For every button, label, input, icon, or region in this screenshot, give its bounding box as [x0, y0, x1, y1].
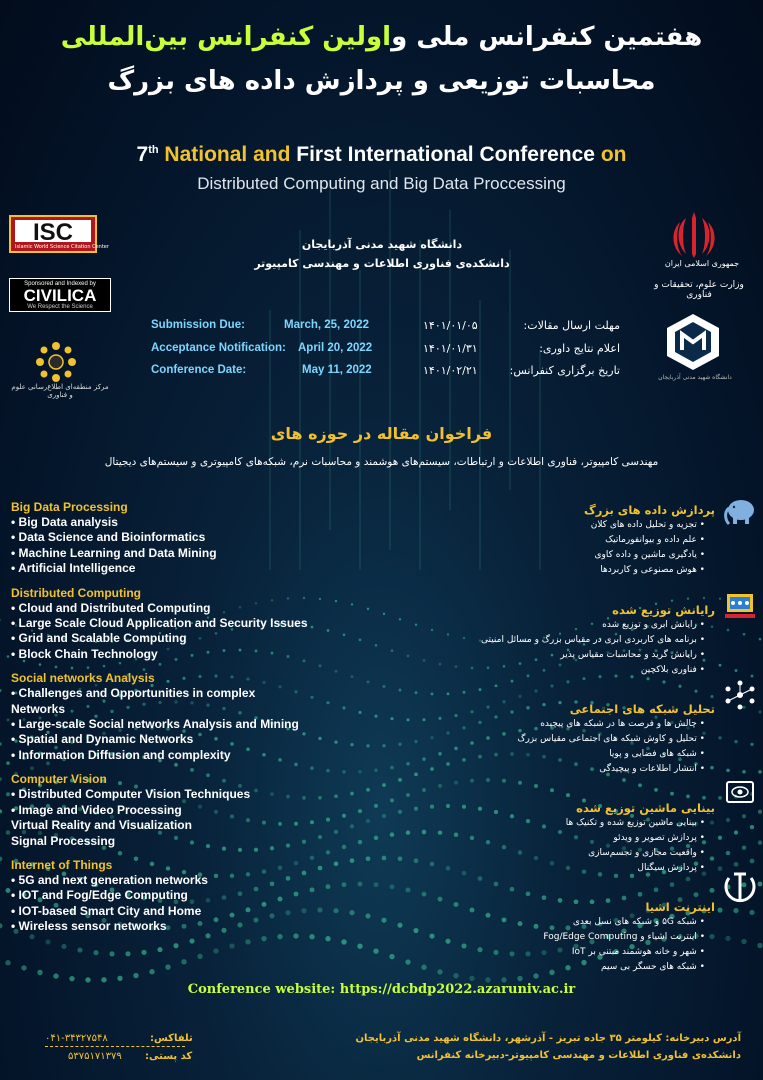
- conference-website[interactable]: Conference website: https://dcbdp2022.azaruniv.ac.ir: [187, 982, 576, 997]
- topic-fa-item: • رایانش ابری و توزیع شده: [602, 620, 705, 630]
- wave-dot: [0, 809, 2, 813]
- topic-item: • Machine Learning and Data Mining: [11, 545, 217, 560]
- wave-dot: [374, 715, 377, 718]
- topic-item: • Artificial Intelligence: [11, 561, 136, 576]
- wave-dot: [526, 892, 531, 897]
- wave-dot: [742, 845, 746, 849]
- topic-fa-item: • اینترنت اشیاء و Fog/Edge Computing: [543, 932, 705, 942]
- wave-dot: [710, 695, 713, 698]
- date-value-conference: May 11, 2022: [302, 364, 372, 376]
- wave-dot: [109, 951, 114, 956]
- fa-label-submission: مهلت ارسال مقالات:: [523, 319, 620, 332]
- wave-dot: [0, 777, 2, 781]
- wave-dot: [374, 769, 378, 773]
- wave-dot: [374, 836, 378, 840]
- wave-dot: [367, 608, 369, 610]
- social-network-icon: [723, 678, 757, 712]
- wave-dot: [719, 664, 722, 667]
- wave-dot: [742, 770, 746, 774]
- wave-dot: [702, 796, 706, 800]
- wave-dot: [342, 845, 346, 849]
- secretariat-line: دانشکده‌ی فناوری اطلاعات و مهندسی کامپیوتر-دبیرخانه کنفرانس: [416, 1050, 741, 1061]
- wave-dot: [638, 892, 643, 897]
- wave-dot: [447, 692, 450, 695]
- wave-dot: [622, 778, 626, 782]
- computer-vision-icon: [723, 776, 757, 810]
- wave-dot: [566, 793, 570, 797]
- topic-item: • Big Data analysis: [11, 515, 118, 529]
- wave-dot: [494, 882, 499, 887]
- wave-dot: [687, 597, 689, 599]
- wave-dot: [357, 944, 362, 949]
- university-logo-icon: [664, 312, 722, 372]
- wave-dot: [486, 778, 490, 782]
- wave-dot: [742, 814, 746, 818]
- wave-dot: [422, 892, 427, 897]
- wave-dot: [686, 794, 690, 798]
- topic-section-vision: [11, 772, 341, 849]
- wave-dot: [117, 976, 122, 981]
- wave-dot: [133, 973, 138, 978]
- topic-item: • IOT-based Smart City and Home: [11, 903, 202, 918]
- topic-item: • Cloud and Distributed Computing: [11, 600, 211, 615]
- wave-dot: [495, 684, 498, 687]
- wave-dot: [141, 950, 146, 955]
- wave-dot: [406, 793, 410, 797]
- topic-item: • Challenges and Opportunities in complex: [11, 686, 256, 701]
- postal-label: کد پستی:: [145, 1051, 193, 1062]
- wave-dot: [358, 809, 362, 813]
- university-logo-caption: دانشگاه شهید مدنی آذربایجان: [658, 374, 732, 381]
- topic-fa-item: • هوش مصنوعی و کاربردها: [600, 565, 705, 575]
- fa-date-submission: ۱۴۰۱/۰۱/۰۵: [423, 319, 478, 332]
- wave-dot: [758, 770, 762, 774]
- wave-dot: [725, 936, 730, 941]
- wave-dot: [718, 836, 722, 840]
- fa-label-acceptance: اعلام نتایج داوری:: [539, 342, 620, 355]
- wave-dot: [757, 943, 762, 948]
- civilica-logo: Sponsored and Indexed by CIVILICA We Respect the Science: [9, 278, 111, 312]
- wave-dot: [670, 792, 674, 796]
- title-persian-line2: محاسبات توزیعی و پردازش داده های بزرگ: [107, 66, 656, 96]
- wave-dot: [365, 913, 370, 918]
- iran-emblem-icon: [670, 208, 718, 264]
- topic-item: • Large Scale Cloud Application and Security Issues: [11, 616, 308, 631]
- topic-item: Virtual Reality and Visualization: [11, 818, 192, 833]
- topic-fa-item: • شبکه های فضایی و پویا: [609, 749, 705, 759]
- wave-dot: [734, 862, 739, 867]
- wave-dot: [350, 743, 353, 746]
- wave-dot: [517, 976, 522, 981]
- wave-dot: [366, 819, 370, 823]
- wave-dot: [654, 788, 658, 792]
- wave-dot: [0, 689, 1, 692]
- wave-dot: [550, 788, 554, 792]
- topic-item: • IOT and Fog/Edge Computing: [11, 888, 188, 903]
- wave-dot: [719, 598, 721, 600]
- topic-item: • Grid and Scalable Computing: [11, 631, 187, 646]
- topic-section-iot: [11, 858, 341, 935]
- wave-dot: [534, 689, 537, 692]
- wave-dot: [181, 959, 186, 964]
- wave-dot: [758, 810, 762, 814]
- wave-dot: [358, 840, 362, 844]
- topic-fa-section-social: [385, 702, 715, 777]
- wave-dot: [165, 964, 170, 969]
- wave-dot: [654, 887, 659, 892]
- wave-dot: [518, 781, 522, 785]
- wave-dot: [366, 788, 370, 792]
- wave-dot: [718, 736, 721, 739]
- topic-fa-heading: بینایی ماشین توزیع شده: [576, 801, 715, 815]
- wave-dot: [342, 814, 346, 818]
- wave-dot: [670, 882, 675, 887]
- wave-dot: [726, 769, 730, 773]
- topic-heading: Internet of Things: [11, 857, 113, 872]
- wave-dot: [399, 689, 402, 692]
- wave-dot: [703, 597, 705, 599]
- wave-dot: [61, 944, 66, 949]
- wave-dot: [69, 976, 74, 981]
- wave-dot: [671, 599, 673, 601]
- wave-dot: [390, 884, 395, 889]
- wave-dot: [173, 943, 178, 948]
- date-value-acceptance: April 20, 2022: [298, 342, 373, 354]
- topic-fa-heading: اینترنت اشیا: [645, 900, 715, 914]
- wave-dot: [749, 910, 754, 915]
- wave-dot: [367, 680, 370, 683]
- wave-dot: [373, 948, 378, 953]
- topic-section-social: [11, 671, 341, 763]
- wave-dot: [0, 619, 1, 621]
- topic-fa-item: • بینایی ماشین توزیع شده و تکنیک ها: [565, 818, 705, 828]
- wave-dot: [463, 691, 466, 694]
- wave-dot: [6, 761, 10, 765]
- topic-section-distributed: [11, 586, 341, 663]
- wave-dot: [478, 876, 483, 881]
- wave-dot: [694, 690, 697, 693]
- wave-dot: [366, 744, 369, 747]
- wave-dot: [351, 603, 353, 605]
- date-value-submission: March, 25, 2022: [284, 319, 370, 331]
- topic-item: • Wireless sensor networks: [11, 919, 167, 934]
- wave-dot: [431, 692, 434, 695]
- wave-dot: [5, 960, 10, 965]
- topic-fa-item: • علم داده و بیوانفورماتیک: [605, 535, 705, 545]
- wave-dot: [734, 830, 738, 834]
- footer-divider: [45, 1046, 185, 1047]
- wave-dot: [727, 629, 730, 632]
- wave-dot: [358, 882, 363, 887]
- topic-item: • Data Science and Bioinformatics: [11, 530, 206, 545]
- wave-dot: [534, 784, 538, 788]
- topic-fa-heading: پردازش داده های بزرگ: [583, 503, 715, 517]
- date-label-acceptance: Acceptance Notification:: [151, 342, 286, 354]
- wave-dot: [343, 634, 346, 637]
- wave-dot: [351, 675, 354, 678]
- title-persian-line1: هفتمین کنفرانس ملی واولین کنفرانس بین‌المللی: [60, 22, 703, 52]
- wave-dot: [374, 882, 379, 887]
- ministry-caption: وزارت علوم، تحقیقات و فناوری: [654, 280, 744, 300]
- topic-fa-item: • واقعیت مجازی و تجسم‌سازی: [588, 848, 705, 858]
- wave-dot: [157, 947, 162, 952]
- topic-fa-item: • پردازش سیگنال: [637, 863, 705, 873]
- wave-dot: [341, 939, 346, 944]
- wave-dot: [77, 948, 82, 953]
- wave-dot: [149, 969, 154, 974]
- wave-dot: [734, 740, 737, 743]
- wave-dot: [750, 859, 755, 864]
- topic-fa-item: • یادگیری ماشین و داده کاوی: [594, 550, 705, 560]
- wave-dot: [37, 970, 42, 975]
- wave-dot: [678, 685, 681, 688]
- title-english-line2: Distributed Computing and Big Data Proccessing: [197, 174, 566, 193]
- wave-dot: [758, 710, 761, 713]
- wave-dot: [374, 804, 378, 808]
- wave-dot: [718, 796, 722, 800]
- fa-date-conference: ۱۴۰۱/۰۲/۲۱: [423, 364, 478, 377]
- title-english-line1: 7th National and First International Conference on: [136, 143, 627, 166]
- topic-fa-item: • رایانش گرید و محاسبات مقیاس پذیر: [560, 650, 705, 660]
- wave-dot: [213, 948, 218, 953]
- wave-dot: [710, 888, 715, 893]
- wave-dot: [358, 770, 362, 774]
- ric-caption: مرکز منطقه‌ای اطلاع‌رسانی علوم و فناوری: [11, 383, 109, 399]
- wave-dot: [510, 887, 515, 892]
- wave-dot: [758, 840, 762, 844]
- fa-date-acceptance: ۱۴۰۱/۰۱/۳۱: [423, 342, 478, 355]
- wave-dot: [366, 856, 371, 861]
- wave-dot: [759, 638, 762, 641]
- wave-dot: [438, 784, 442, 788]
- wave-dot: [469, 976, 474, 981]
- topic-fa-item: • پردازش تصویر و ویدئو: [613, 833, 705, 843]
- wave-dot: [566, 680, 569, 683]
- wave-dot: [662, 680, 665, 683]
- elephant-icon: [723, 494, 757, 528]
- topic-fa-section-iot: [385, 900, 715, 975]
- topic-fa-item: • شبکه ۵G و شبکه های نسل بعدی: [572, 917, 705, 927]
- wave-dot: [398, 778, 402, 782]
- wave-dot: [694, 892, 699, 897]
- topic-item: Signal Processing: [11, 833, 116, 848]
- wave-dot: [125, 951, 130, 956]
- distributed-computing-icon: [723, 590, 757, 624]
- topic-fa-heading: رایانش توزیع شده: [612, 603, 715, 617]
- wave-dot: [750, 743, 753, 746]
- topic-fa-item: • تجزیه و تحلیل داده های کلان: [590, 520, 705, 530]
- topic-heading: Computer Vision: [11, 772, 107, 787]
- wave-dot: [470, 779, 474, 783]
- wave-dot: [349, 910, 354, 915]
- topic-item: • Image and Video Processing: [11, 802, 182, 817]
- topic-fa-section-distributed: [385, 603, 715, 678]
- wave-dot: [518, 695, 521, 698]
- ric-logo-icon: [34, 340, 78, 384]
- wave-dot: [93, 950, 98, 955]
- topic-fa-item: • انتشار اطلاعات و پیچیدگی: [599, 764, 705, 774]
- wave-dot: [375, 644, 378, 647]
- topic-item: • Spatial and Dynamic Networks: [11, 732, 194, 747]
- university-name: دانشگاه شهید مدنی آذربایجان دانشکده‌ی فناوری اطلاعات و مهندسی کامپیوتر: [254, 238, 510, 270]
- wave-dot: [743, 633, 746, 636]
- wave-dot: [415, 691, 418, 694]
- wave-dot: [726, 818, 730, 822]
- wave-dot: [6, 718, 9, 721]
- wave-dot: [550, 684, 553, 687]
- postal-value: ۵۳۷۵۱۷۱۳۷۹: [68, 1051, 122, 1062]
- wave-dot: [735, 669, 738, 672]
- wave-dot: [733, 908, 738, 913]
- fa-label-conference: تاریخ برگزاری کنفرانس:: [509, 364, 620, 377]
- wave-dot: [406, 888, 411, 893]
- call-for-papers-title: فراخوان مقاله در حوزه های: [270, 424, 493, 443]
- topic-fa-item: • فناوری بلاکچین: [640, 665, 705, 675]
- iot-icon: [723, 872, 757, 906]
- topic-item: • Large-scale Social networks Analysis and Mining: [11, 717, 299, 732]
- wave-dot: [718, 866, 723, 871]
- wave-dot: [358, 711, 361, 714]
- topic-heading: Big Data Processing: [11, 500, 128, 514]
- topic-fa-section-big-data: [385, 503, 715, 578]
- topic-item: Networks: [11, 701, 66, 716]
- wave-dot: [7, 655, 10, 658]
- wave-dot: [479, 688, 482, 691]
- wave-dot: [342, 770, 346, 774]
- fax-value: ۰۴۱-۳۴۳۲۷۵۴۸: [45, 1033, 108, 1044]
- wave-dot: [0, 923, 3, 928]
- wave-dot: [197, 954, 202, 959]
- wave-dot: [454, 781, 458, 785]
- wave-dot: [383, 685, 386, 688]
- wave-dot: [382, 783, 386, 787]
- wave-dot: [21, 965, 26, 970]
- wave-dot: [741, 939, 746, 944]
- wave-dot: [638, 783, 642, 787]
- wave-dot: [717, 907, 722, 912]
- topic-item: • Block Chain Technology: [11, 646, 158, 661]
- topics-english-column: [11, 500, 341, 944]
- wave-dot: [422, 788, 426, 792]
- topic-fa-item: • شبکه های حسگر بی سیم: [601, 962, 705, 972]
- wave-dot: [350, 792, 354, 796]
- fax-label: تلفاکس:: [150, 1033, 193, 1044]
- wave-dot: [350, 858, 355, 863]
- isc-logo: ISC Islamic World Science Citation Center: [9, 215, 97, 253]
- wave-dot: [750, 825, 754, 829]
- wave-dot: [229, 943, 234, 948]
- wave-dot: [686, 877, 691, 882]
- topic-fa-section-vision: [385, 801, 715, 876]
- topic-item: • Information Diffusion and complexity: [11, 747, 231, 762]
- wave-dot: [511, 680, 514, 683]
- wave-dot: [6, 830, 10, 834]
- wave-dot: [726, 851, 730, 855]
- wave-dot: [359, 639, 362, 642]
- wave-dot: [350, 824, 354, 828]
- wave-dot: [342, 882, 347, 887]
- date-label-conference: Conference Date:: [151, 364, 247, 376]
- topic-fa-item: • چالش ها و فرصت ها در شبکه های پیچیده: [540, 719, 705, 729]
- topic-fa-heading: تحلیل شبکه های اجتماعی: [569, 702, 715, 716]
- topic-heading: Distributed Computing: [11, 585, 141, 600]
- wave-dot: [758, 882, 763, 887]
- address-line: آدرس دبیرخانه: کیلومتر ۳۵ جاده تبریز - آذرشهر، دانشگاه شهید مدنی آذربایجان: [355, 1033, 741, 1044]
- topic-item: • 5G and next generation networks: [11, 872, 208, 887]
- wave-dot: [502, 779, 506, 783]
- topic-section-big-data: [11, 500, 341, 577]
- iran-caption: جمهوری اسلامی ایران: [664, 259, 740, 268]
- wave-dot: [6, 888, 11, 893]
- topic-heading: Social networks Analysis: [11, 671, 155, 686]
- wave-dot: [342, 706, 345, 709]
- topic-fa-item: • برنامه های کاربردی ابری در مقیاس بزرگ و مسائل امنیتی: [481, 635, 705, 645]
- wave-dot: [53, 973, 58, 978]
- wave-dot: [0, 857, 2, 862]
- wave-dot: [6, 792, 10, 796]
- date-label-submission: Submission Due:: [151, 319, 245, 331]
- topic-fa-item: • تحلیل و کاوش شبکه های اجتماعی مقیاس بزرگ: [517, 734, 705, 744]
- topic-fa-item: • شهر و خانه هوشمند مبتنی بر IoT: [571, 947, 705, 957]
- topic-item: • Distributed Computer Vision Techniques: [11, 787, 251, 802]
- call-for-papers-subtitle: مهندسی کامپیوتر، فناوری اطلاعات و ارتباطات، سیستم‌های هوشمند و محاسبات نرم، شبکه‌های کامپیوتری و سیستم‌های دیجیتال: [104, 456, 659, 468]
- wave-dot: [0, 742, 2, 745]
